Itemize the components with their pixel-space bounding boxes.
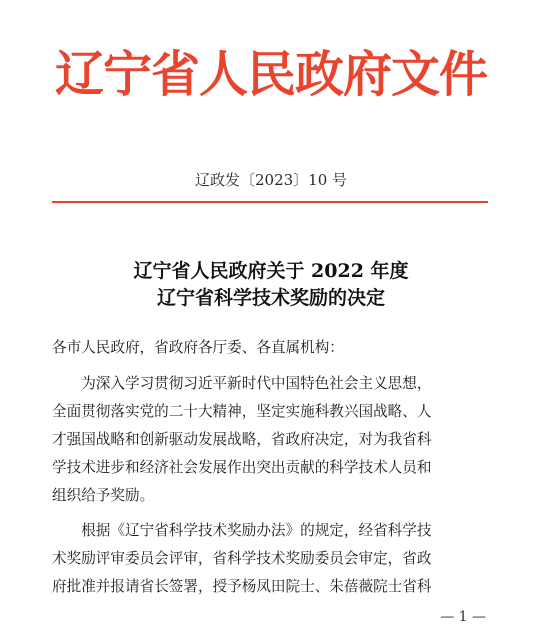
- body-line: 根据《辽宁省科学技术奖励办法》的规定，经省科学技: [52, 522, 432, 539]
- document-number: 辽政发〔2023〕10 号: [194, 171, 348, 189]
- body-line: 组织给予奖励。: [52, 487, 155, 504]
- body-line: 学技术进步和经济社会发展作出突出贡献的科学技术人员和: [52, 459, 432, 476]
- body-line: 为深入学习贯彻习近平新时代中国特色社会主义思想，: [52, 375, 432, 392]
- issuer-title: 辽宁省人民政府文件: [54, 46, 487, 103]
- red-separator-line: [52, 201, 488, 203]
- salutation: 各市人民政府，省政府各厅委、各直属机构：: [52, 339, 344, 356]
- body-line: 府批准并报请省长签署，授予杨凤田院士、朱蓓薇院士省科: [52, 578, 432, 595]
- document-title-line-2: 辽宁省科学技术奖励的决定: [156, 287, 385, 309]
- body-line: 才强国战略和创新驱动发展战略，省政府决定，对为我省科: [52, 431, 432, 448]
- body-line: 术奖励评审委员会评审，省科学技术奖励委员会审定，省政: [52, 550, 432, 567]
- page-number: — 1 —: [440, 609, 486, 625]
- document-title-line-1: 辽宁省人民政府关于 2022 年度: [133, 260, 409, 282]
- body-line: 全面贯彻落实党的二十大精神，坚定实施科教兴国战略、人: [52, 403, 432, 420]
